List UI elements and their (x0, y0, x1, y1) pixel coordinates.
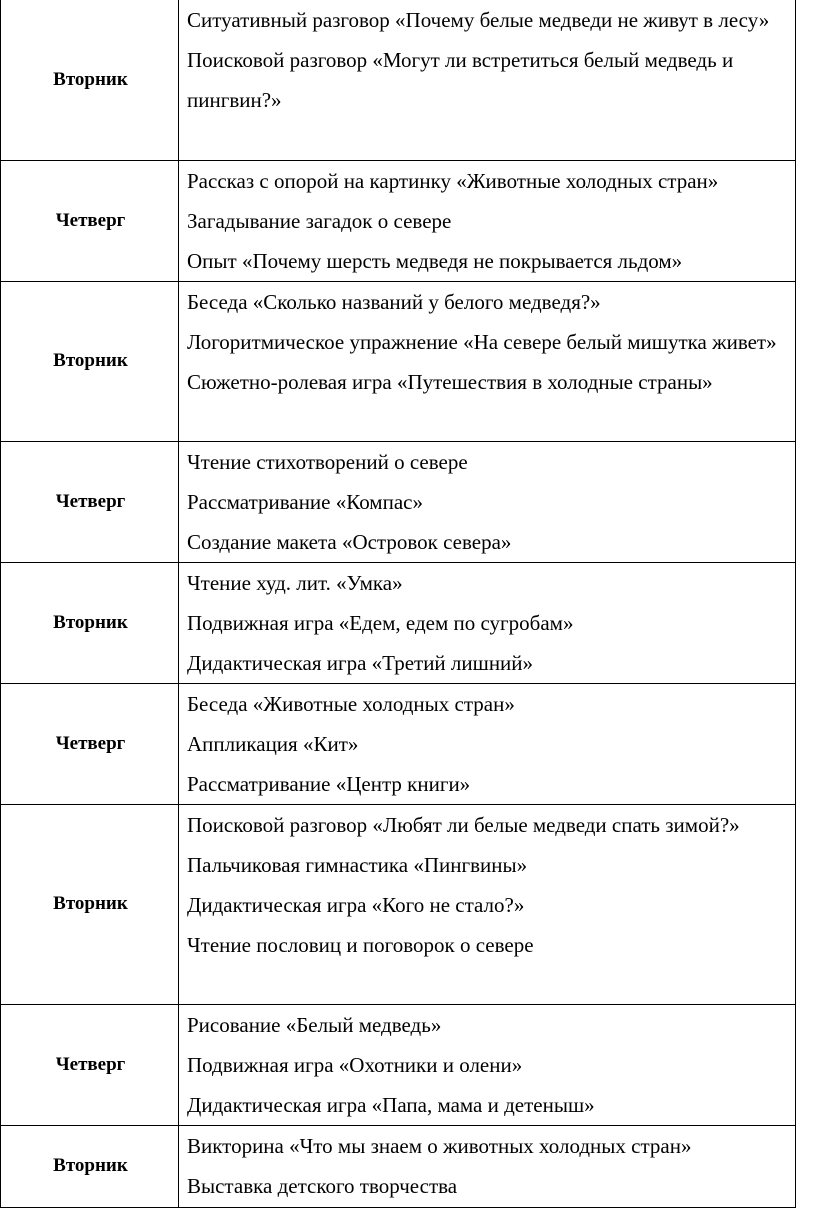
day-cell: Вторник (1, 562, 179, 683)
activity-item: Рассматривание «Центр книги» (187, 771, 471, 796)
activity-item: Чтение пословиц и поговорок о севере (187, 932, 534, 957)
day-cell: Четверг (1, 683, 179, 804)
activity-item: Ситуативный разговор «Почему белые медведи не живут в лесу» (187, 8, 770, 32)
activity-item: Рассматривание «Компас» (187, 489, 423, 514)
activity-item: Опыт «Почему шерсть медведя не покрывается льдом» (187, 248, 683, 273)
activity-item: Поисковой разговор «Любят ли белые медведи спать зимой?» (187, 812, 740, 837)
table-row (1, 683, 796, 804)
table-row (1, 1125, 796, 1207)
activities-cell (179, 281, 796, 441)
activity-item: Дидактическая игра «Третий лишний» (187, 650, 534, 675)
day-cell: Вторник (1, 281, 179, 441)
table-row (1, 0, 796, 160)
activity-item: Подвижная игра «Едем, едем по сугробам» (187, 610, 574, 635)
activity-item: Выставка детского творчества (187, 1173, 458, 1198)
day-cell: Четверг (1, 1004, 179, 1125)
activity-item: Логоритмическое упражнение «На севере белый мишутка живет» (187, 329, 777, 354)
activities-cell (179, 0, 796, 160)
activity-item: Рисование «Белый медведь» (187, 1012, 442, 1037)
activity-item: Подвижная игра «Охотники и олени» (187, 1052, 523, 1077)
activities-cell (179, 562, 796, 683)
activity-item: Чтение стихотворений о севере (187, 449, 468, 474)
table-row (1, 281, 796, 441)
activity-item: Сюжетно-ролевая игра «Путешествия в холодные страны» (187, 369, 713, 394)
day-cell: Четверг (1, 441, 179, 562)
table-row (1, 441, 796, 562)
activities-cell (179, 804, 796, 1004)
activity-item: Дидактическая игра «Кого не стало?» (187, 892, 525, 917)
activity-item: Беседа «Животные холодных стран» (187, 691, 515, 716)
activity-item: Создание макета «Островок севера» (187, 529, 512, 554)
activities-cell (179, 1004, 796, 1125)
activity-item: Пальчиковая гимнастика «Пингвины» (187, 852, 528, 877)
day-cell: Вторник (1, 1125, 179, 1207)
day-cell: Вторник (1, 0, 179, 160)
activities-cell (179, 683, 796, 804)
table-row (1, 160, 796, 281)
day-cell: Четверг (1, 160, 179, 281)
activity-item: Дидактическая игра «Папа, мама и детеныш» (187, 1092, 595, 1117)
activities-cell (179, 1125, 796, 1207)
activity-item: Загадывание загадок о севере (187, 208, 452, 233)
activity-item: Чтение худ. лит. «Умка» (187, 570, 403, 595)
activity-item: Поисковой разговор «Могут ли встретиться белый медведь и пингвин?» (187, 48, 734, 112)
activity-item: Рассказ с опорой на картинку «Животные холодных стран» (187, 168, 719, 193)
table-row (1, 562, 796, 683)
day-cell: Вторник (1, 804, 179, 1004)
activities-cell (179, 160, 796, 281)
activity-item: Беседа «Сколько названий у белого медведя?» (187, 289, 601, 314)
table-row (1, 804, 796, 1004)
activity-item: Аппликация «Кит» (187, 731, 359, 756)
table-row (1, 1004, 796, 1125)
activities-cell (179, 441, 796, 562)
activity-item: Викторина «Что мы знаем о животных холодных стран» (187, 1133, 692, 1158)
